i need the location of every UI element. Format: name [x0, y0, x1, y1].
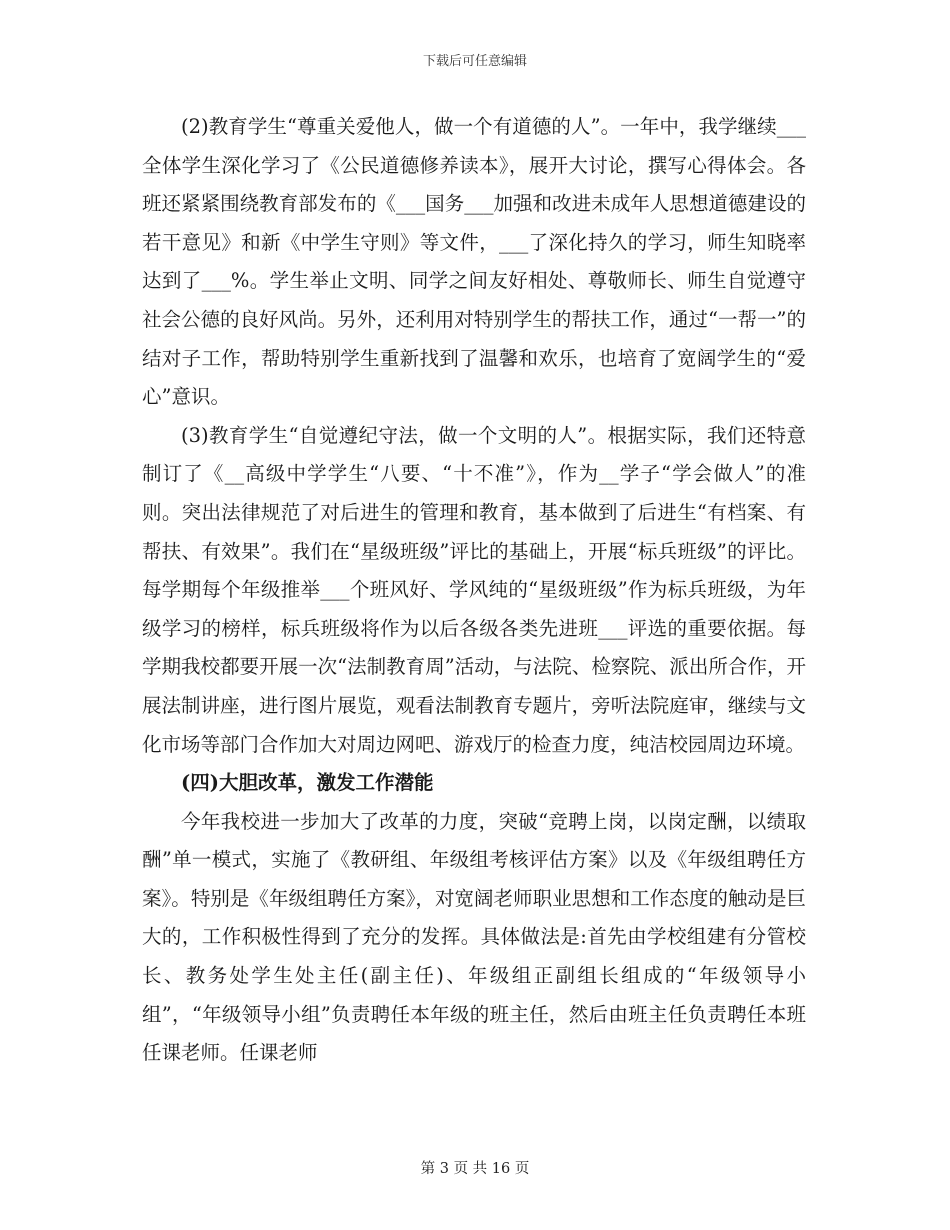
paragraph-moral-education: (2)教育学生“尊重关爱他人，做一个有道德的人”。一年中，我学继续___全体学生深化学习了《公民道德修养读本》，展开大讨论，撰写心得体会。各班还紧紧围绕教育部发布的《___国务___加强和改进未成年人思想道德建设的若干意见》和新《中学生守则》等文件，___了深化持久的学习，师生知晓率达到了___%。学生举止文明、同学之间友好相处、尊敬师长、师生自觉遵守社会公德的良好风尚。另外，还利用对特别学生的帮扶工作，通过“一帮一”的结对子工作，帮助特别学生重新找到了温馨和欢乐，也培育了宽阔学生的“爱心”意识。 [142, 115, 806, 409]
section-heading: (四)大胆改革，激发工作潜能 [181, 771, 434, 795]
document-body [142, 108, 806, 1073]
paragraph-law-education: (3)教育学生“自觉遵纪守法，做一个文明的人”。根据实际，我们还特意制订了《__高级中学学生“八要、“十不准”》，作为__学子“学会做人”的准则。突出法律规范了对后进生的管理和教育，基本做到了后进生“有档案、有帮扶、有效果”。我们在“星级班级”评比的基础上，开展“标兵班级”的评比。每学期每个年级推举___个班风好、学风纯的“星级班级”作为标兵班级，为年级学习的榜样，标兵班级将作为以后各级各类先进班___评选的重要依据。每学期我校都要开展一次“法制教育周”活动，与法院、检察院、派出所合作，开展法制讲座，进行图片展览，观看法制教育专题片，旁听法院庭审，继续与文化市场等部门合作加大对周边网吧、游戏厅的检查力度，纯洁校园周边环境。 [142, 423, 806, 756]
paragraph-reform: 今年我校进一步加大了改革的力度，突破“竞聘上岗，以岗定酬，以绩取酬”单一模式，实施了《教研组、年级组考核评估方案》以及《年级组聘任方案》。特别是《年级组聘任方案》，对宽阔老师职业思想和工作态度的触动是巨大的，工作积极性得到了充分的发挥。具体做法是:首先由学校组建有分管校长、教务处学生处主任(副主任)、年级组正副组长组成的“年级领导小组”，“年级领导小组”负责聘任本年级的班主任，然后由班主任负责聘任本班任课老师。任课老师 [142, 809, 806, 1065]
page-footer: 第 3 页 共 16 页 [420, 1161, 530, 1177]
page-header: 下载后可任意编辑 [422, 54, 527, 69]
